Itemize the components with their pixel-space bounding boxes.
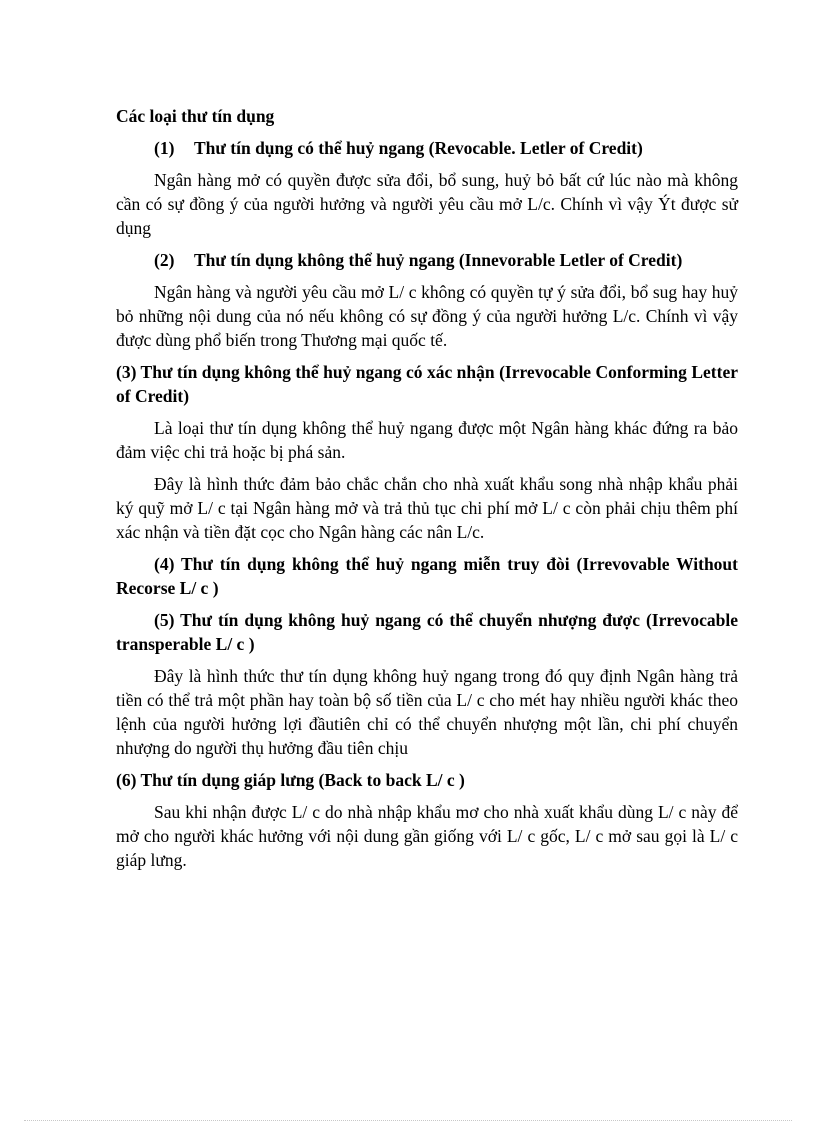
section-5-paragraph: Đây là hình thức thư tín dụng không huỷ ngang trong đó quy định Ngân hàng trả tiền có thể trả một phần hay toàn bộ số tiền của L/ c cho mét hay nhiều người khác theo lệnh của người hưởng lợi đầutiên chỉ có thể chuyển nhượng một lần, chi phí chuyển nhượng do người thụ hưởng đầu tiên chịu [116,666,738,758]
section-2-paragraph: Ngân hàng và người yêu cầu mở L/ c không có quyền tự ý sửa đổi, bổ sug hay huỷ bỏ những nội dung của nó nếu không có sự đồng ý của người hưởng L/c. Chính vì vậy được dùng phổ biến trong Thương mại quốc tế. [116,282,738,350]
section-1-heading [116,136,738,160]
section-4-heading: (4) Thư tín dụng không thể huỷ ngang miễn truy đòi (Irrevovable Without Recorse L/ c ) [116,554,738,598]
section-6-heading: (6) Thư tín dụng giáp lưng (Back to back L/ c ) [116,770,465,790]
document-title: Các loại thư tín dụng [116,106,275,126]
section-2-number: (2) [154,250,175,270]
section-3-heading: (3) Thư tín dụng không thể huỷ ngang có xác nhận (Irrevocable Conforming Letter of Credit) [116,362,738,406]
section-1-paragraph: Ngân hàng mở có quyền được sửa đổi, bổ sung, huỷ bỏ bất cứ lúc nào mà không cần có sự đồng ý của người hưởng và người yêu cầu mở L/c. Chính vì vậy Ýt được sử dụng [116,170,738,238]
section-1-heading-text: Thư tín dụng có thể huỷ ngang (Revocable. Letler of Credit) [194,138,643,158]
section-3-paragraph-1: Là loại thư tín dụng không thể huỷ ngang được một Ngân hàng khác đứng ra bảo đảm việc chi trả hoặc bị phá sản. [116,418,738,462]
section-2-heading [116,248,738,272]
document-page [116,104,738,880]
section-2-heading-text: Thư tín dụng không thể huỷ ngang (Innevorable Letler of Credit) [194,250,683,270]
page-bottom-divider [24,1120,792,1121]
section-5-heading: (5) Thư tín dụng không huỷ ngang có thể chuyển nhượng được (Irrevocable transperable L/ c ) [116,610,738,654]
section-3-paragraph-2: Đây là hình thức đảm bảo chắc chắn cho nhà xuất khẩu song nhà nhập khẩu phải ký quỹ mở L/ c tại Ngân hàng mở và trả thủ tục chi phí mở L/ c còn phải chịu thêm phí xác nhận và tiền đặt cọc cho Ngân hàng các nân L/c. [116,474,738,542]
section-1-number: (1) [154,138,175,158]
section-6-paragraph: Sau khi nhận được L/ c do nhà nhập khẩu mơ cho nhà xuất khẩu dùng L/ c này để mở cho người khác hưởng với nội dung gần giống với L/ c gốc, L/ c mở sau gọi là L/ c giáp lưng. [116,802,738,870]
